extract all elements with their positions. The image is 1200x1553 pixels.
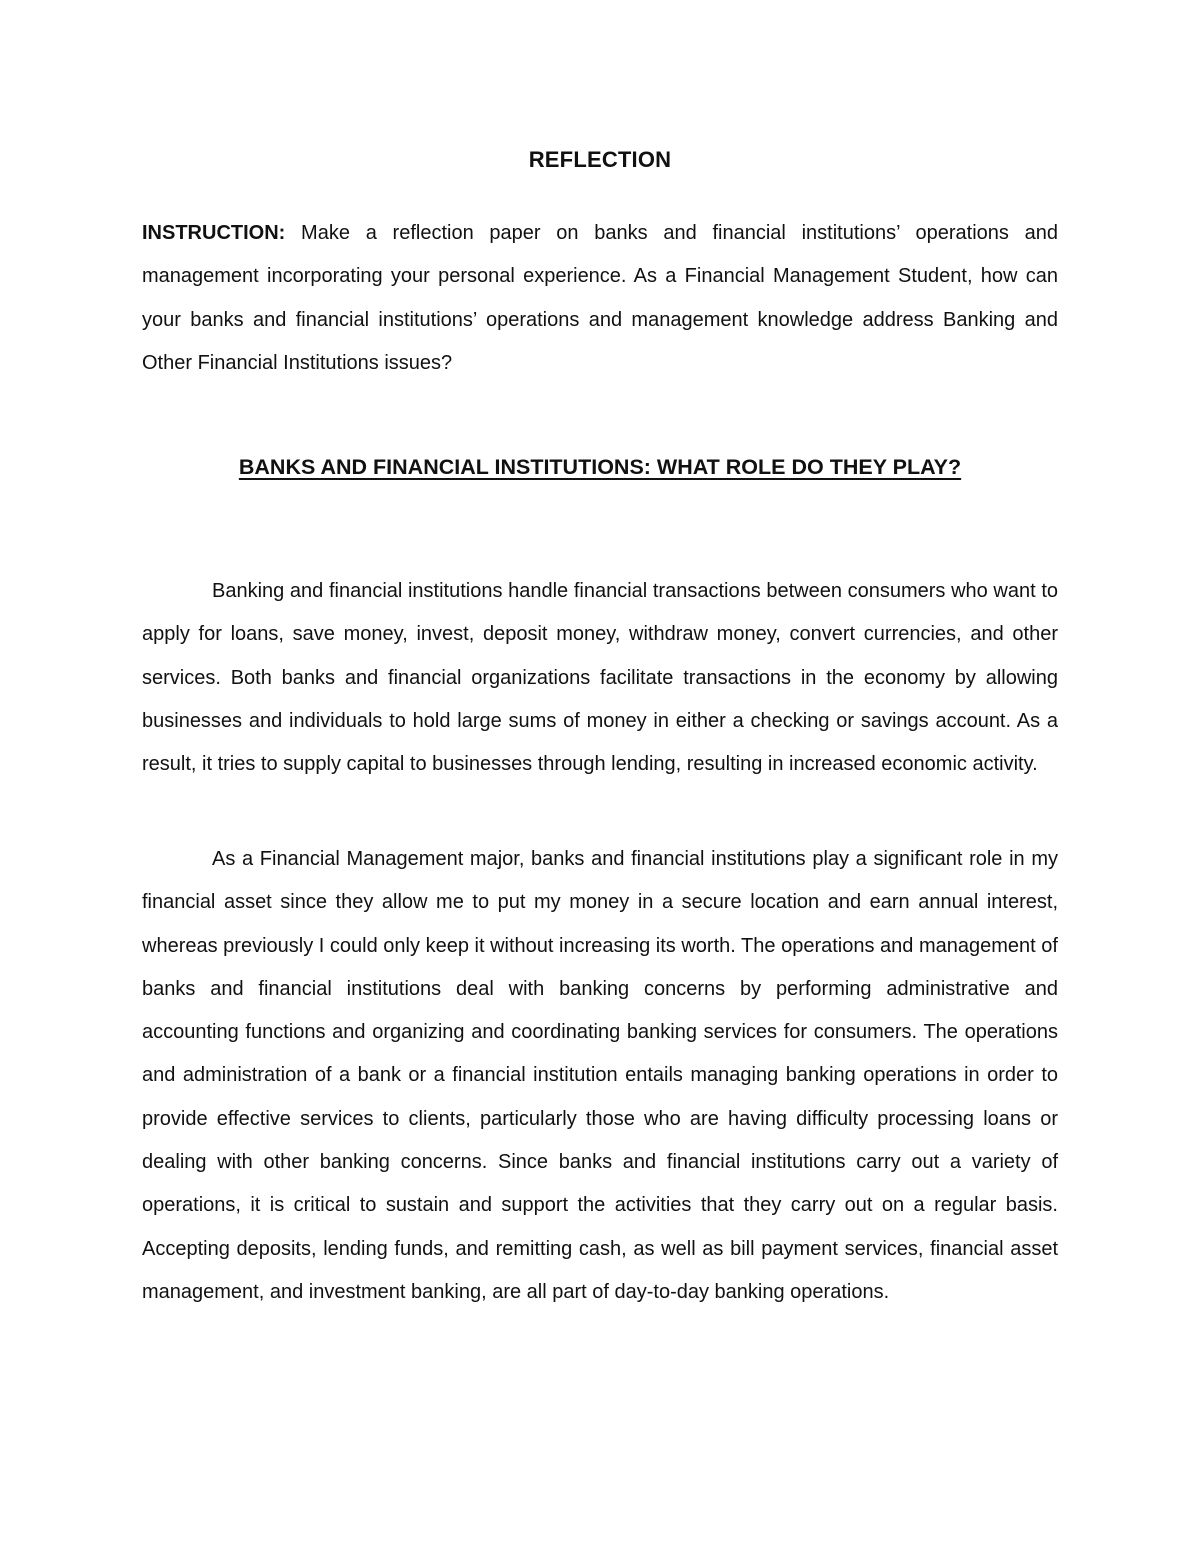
instruction-label: INSTRUCTION:: [142, 222, 286, 244]
body-paragraph-1: Banking and financial institutions handle financial transactions between consumers who want to apply for loans, save money, invest, deposit money, withdraw money, convert currencies, and other services. Both banks and financial organizations facilitate transactions in the economy by allowing businesses and individuals to hold large sums of money in either a checking or savings account. As a result, it tries to supply capital to businesses through lending, resulting in increased economic activity.: [142, 580, 1058, 776]
section-heading: BANKS AND FINANCIAL INSTITUTIONS: WHAT ROLE DO THEY PLAY?: [238, 455, 962, 479]
body-paragraph-2: As a Financial Management major, banks and financial institutions play a significant role in my financial asset since they allow me to put my money in a secure location and earn annual interest, whereas previously I could only keep it without increasing its worth. The operations and management of banks and financial institutions deal with banking concerns by performing administrative and accounting functions and organizing and coordinating banking services for consumers. The operations and administration of a bank or a financial institution entails managing banking operations in order to provide effective services to clients, particularly those who are having difficulty processing loans or dealing with other banking concerns. Since banks and financial institutions carry out a variety of operations, it is critical to sustain and support the activities that they carry out on a regular basis. Accepting deposits, lending funds, and remitting cash, as well as bill payment services, financial asset management, and investment banking, are all part of day-to-day banking operations.: [142, 848, 1058, 1303]
instruction-paragraph: [142, 212, 1058, 385]
instruction-text: Make a reflection paper on banks and financial institutions’ operations and management incorporating your personal experience. As a Financial Management Student, how can your banks and financial institutions’ operations and management knowledge address Banking and Other Financial Institutions issues?: [142, 222, 1058, 374]
document-title: REFLECTION: [528, 147, 672, 172]
